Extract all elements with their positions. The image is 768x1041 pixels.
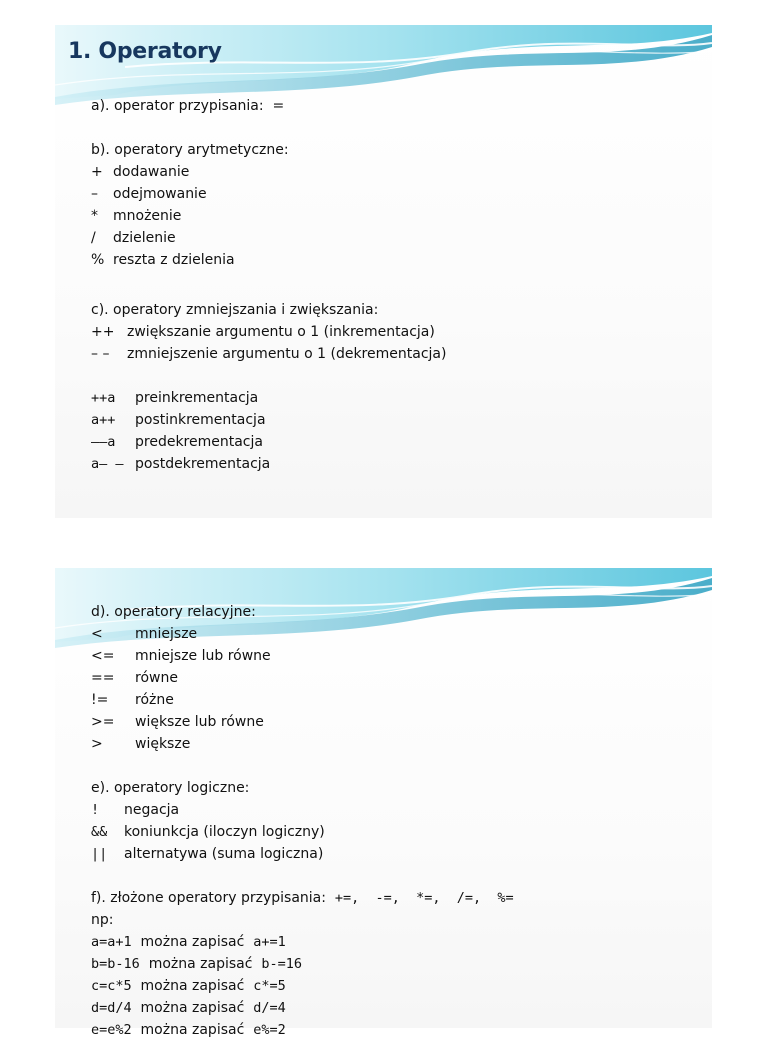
- operator-symbol: <=: [91, 648, 115, 664]
- operator-symbol: –: [91, 186, 98, 202]
- list-item: [91, 183, 446, 205]
- list-item: [91, 387, 446, 409]
- example-rhs: d/=4: [253, 1000, 286, 1016]
- list-item: [91, 453, 446, 475]
- section-c-heading: c). operatory zmniejszania i zwiększania:: [91, 302, 379, 318]
- operator-desc: dodawanie: [113, 164, 190, 180]
- list-item: [91, 205, 446, 227]
- example-mid: można zapisać: [140, 934, 245, 950]
- operator-desc: mniejsze: [135, 626, 198, 642]
- example-lhs: d=d/4: [91, 1000, 132, 1016]
- operator-symbol: ++a: [91, 390, 116, 406]
- section-a-heading: a). operator przypisania:: [91, 98, 264, 114]
- example-mid: można zapisać: [140, 978, 245, 994]
- slide-2: [55, 568, 712, 1038]
- list-item: [91, 409, 446, 431]
- assignment-symbol: =: [272, 98, 285, 114]
- list-item: [91, 689, 514, 711]
- operator-symbol: !: [91, 802, 100, 818]
- example-lhs: b=b-16: [91, 956, 140, 972]
- operator-desc: zwiększanie argumentu o 1 (inkrementacja): [127, 324, 435, 340]
- example-row: [91, 953, 514, 975]
- operator-symbol: ––a: [91, 434, 116, 450]
- list-item: [91, 821, 514, 843]
- section-f-heading: f). złożone operatory przypisania:: [91, 890, 326, 906]
- operator-symbol: ==: [91, 670, 115, 686]
- list-item: [91, 431, 446, 453]
- list-item: [91, 227, 446, 249]
- operator-symbol: !=: [91, 692, 109, 708]
- example-rhs: c*=5: [253, 978, 286, 994]
- operator-desc: postdekrementacja: [135, 456, 271, 472]
- spacer: [91, 117, 446, 139]
- spacer: [91, 865, 514, 887]
- operators-list-2: [91, 601, 514, 1041]
- slide-1: [55, 25, 712, 518]
- list-item: [91, 321, 446, 343]
- compound-assignment-line: [91, 887, 514, 909]
- operator-symbol: <: [91, 626, 103, 642]
- example-row: [91, 975, 514, 997]
- np-label: np:: [91, 912, 114, 928]
- list-item: [91, 843, 514, 865]
- operator-symbol: a– –: [91, 456, 124, 472]
- operator-symbol: +: [91, 164, 103, 180]
- example-lhs: a=a+1: [91, 934, 132, 950]
- example-row: [91, 931, 514, 953]
- operator-symbol: ||: [91, 846, 108, 862]
- example-mid: można zapisać: [140, 1000, 245, 1016]
- list-item: [91, 667, 514, 689]
- assignment-line: [91, 95, 446, 117]
- operator-desc: różne: [135, 692, 174, 708]
- operator-symbol: >=: [91, 714, 115, 730]
- section-e-heading: e). operatory logiczne:: [91, 780, 250, 796]
- operator-desc: mnożenie: [113, 208, 182, 224]
- operator-desc: koniunkcja (iloczyn logiczny): [124, 824, 325, 840]
- operator-symbol: *: [91, 208, 98, 224]
- operator-desc: mniejsze lub równe: [135, 648, 271, 664]
- spacer: [91, 271, 446, 293]
- example-mid: można zapisać: [140, 1022, 245, 1038]
- operator-desc: reszta z dzielenia: [113, 252, 235, 268]
- operator-symbol: – –: [91, 346, 110, 362]
- list-item: [91, 733, 514, 755]
- operator-symbol: ++: [91, 324, 115, 340]
- operator-desc: negacja: [124, 802, 180, 818]
- operator-desc: zmniejszenie argumentu o 1 (dekrementacja): [127, 346, 447, 362]
- example-lhs: e=e%2: [91, 1022, 132, 1038]
- operator-symbol: &&: [91, 824, 108, 840]
- operator-desc: dzielenie: [113, 230, 176, 246]
- operator-desc: odejmowanie: [113, 186, 207, 202]
- operator-symbol: a++: [91, 412, 116, 428]
- example-mid: można zapisać: [148, 956, 253, 972]
- list-item: [91, 249, 446, 271]
- operator-symbol: %: [91, 252, 105, 268]
- example-rhs: b-=16: [261, 956, 302, 972]
- operator-desc: równe: [135, 670, 178, 686]
- list-item: [91, 799, 514, 821]
- operator-desc: postinkrementacja: [135, 412, 266, 428]
- operator-desc: preinkrementacja: [135, 390, 259, 406]
- operator-desc: większe lub równe: [135, 714, 264, 730]
- operator-symbol: >: [91, 736, 103, 752]
- spacer: [91, 755, 514, 777]
- section-b-heading: b). operatory arytmetyczne:: [91, 142, 289, 158]
- list-item: [91, 711, 514, 733]
- example-lhs: c=c*5: [91, 978, 132, 994]
- operator-desc: alternatywa (suma logiczna): [124, 846, 324, 862]
- spacer: [91, 365, 446, 387]
- operators-list-1: [91, 95, 446, 475]
- list-item: [91, 623, 514, 645]
- example-row: [91, 1019, 514, 1041]
- operator-symbol: /: [91, 230, 96, 246]
- example-row: [91, 997, 514, 1019]
- operator-desc: predekrementacja: [135, 434, 263, 450]
- list-item: [91, 343, 446, 365]
- example-rhs: a+=1: [253, 934, 286, 950]
- section-d-heading: d). operatory relacyjne:: [91, 604, 256, 620]
- list-item: [91, 161, 446, 183]
- slide-title: 1. Operatory: [68, 39, 222, 64]
- compound-operators: +=, -=, *=, /=, %=: [334, 890, 514, 906]
- list-item: [91, 645, 514, 667]
- operator-desc: większe: [135, 736, 191, 752]
- example-rhs: e%=2: [253, 1022, 286, 1038]
